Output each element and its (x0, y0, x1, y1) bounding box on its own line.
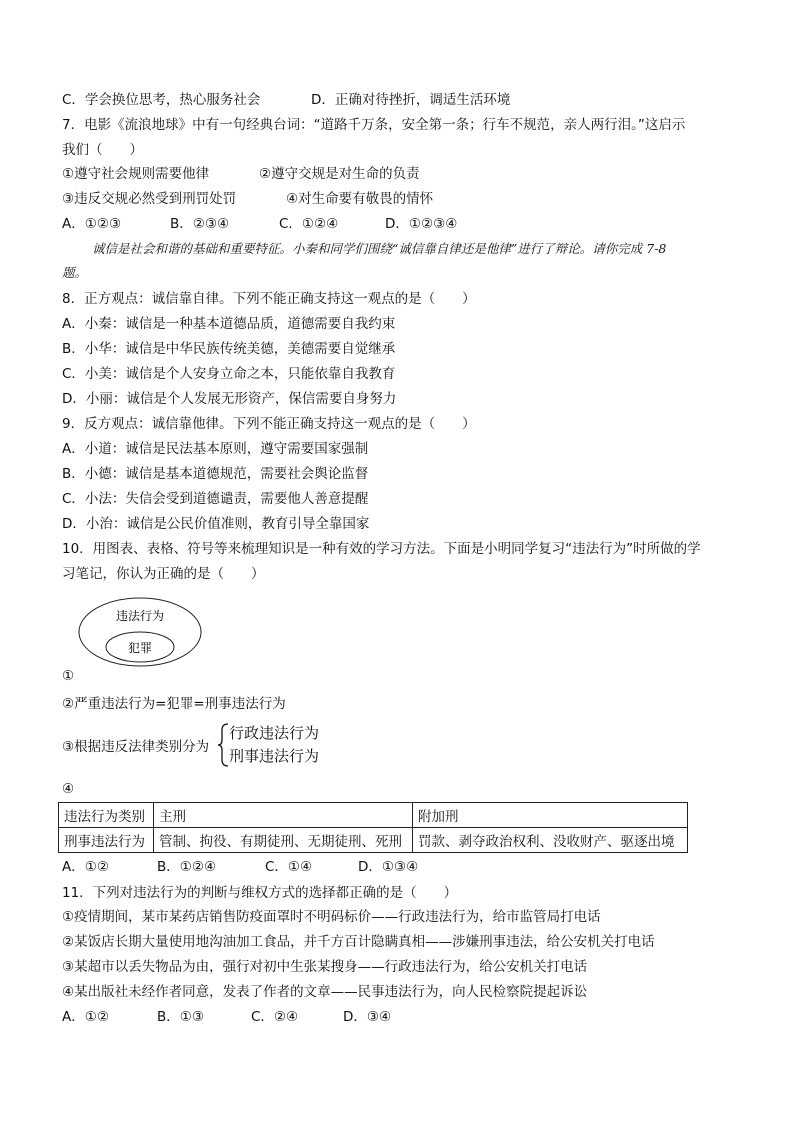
brace-icon (217, 722, 229, 768)
item-3-label: ③根据违反法律类别分为 (62, 739, 210, 755)
question-11-choices (62, 1008, 392, 1026)
item-4-marker: ④ (62, 781, 75, 797)
passage-intro: 诚信是社会和谐的基础和重要特征。小秦和同学们围绕“诚信靠自律还是他律”进行了辩论。请你完成 7-8 (92, 241, 667, 256)
question-8-choice-a: A．小秦：诚信是一种基本道德品质，道德需要自我约束 (62, 316, 396, 332)
choice-b: B．①②④ (157, 859, 217, 875)
question-7-statements-row1 (62, 165, 420, 183)
option-d: D．正确对待挫折，调适生活环境 (311, 92, 511, 108)
statement-3: ③违反交规必然受到刑罚处罚 (62, 191, 237, 207)
venn-inner-label: 犯罪 (127, 641, 153, 655)
question-9-choice-c: C．小法：失信会受到道德谴责，需要他人善意提醒 (62, 491, 369, 507)
choice-c: C．①②④ (279, 216, 339, 232)
question-11-statement-2: ②某饭店长期大量使用地沟油加工食品，并千方百计隐瞒真相——涉嫌刑事违法，给公安机关打电话 (62, 934, 655, 950)
choice-a: A．①② (62, 1009, 109, 1025)
penalty-table (58, 802, 688, 853)
question-9-stem: 9．反方观点：诚信靠他律。下列不能正确支持这一观点的是（ ） (62, 416, 476, 432)
table-row (59, 828, 688, 853)
table-header-cell: 主刑 (154, 803, 413, 828)
table-header-cell: 违法行为类别 (59, 803, 154, 828)
choice-d: D．③④ (343, 1009, 392, 1025)
question-7-statements-row2 (62, 190, 434, 208)
item-3-options (229, 722, 319, 768)
choice-b: B．②③④ (170, 216, 230, 232)
question-10-stem: 10．用图表、表格、符号等来梳理知识是一种有效的学习方法。下面是小明同学复习“违法行为”时所做的学 (62, 541, 701, 557)
question-11-statement-1: ①疫情期间，某市某药店销售防疫面罩时不明码标价——行政违法行为，给市监管局打电话 (62, 909, 601, 925)
question-9-choice-d: D．小治：诚信是公民价值准则，教育引导全靠国家 (62, 516, 370, 532)
question-7-stem: 7．电影《流浪地球》中有一句经典台词：“道路千万条，安全第一条；行车不规范，亲人两行泪。”这启示 (62, 117, 686, 133)
question-11-statement-4: ④某出版社未经作者同意，发表了作者的文章——民事违法行为，向人民检察院提起诉讼 (62, 984, 588, 1000)
table-header-cell: 附加刑 (413, 803, 688, 828)
table-cell: 罚款、剥夺政治权利、没收财产、驱逐出境 (413, 828, 688, 853)
table-cell: 管制、拘役、有期徒刑、无期徒刑、死刑 (154, 828, 413, 853)
choice-b: B．①③ (157, 1009, 204, 1025)
item-2: ②严重违法行为=犯罪=刑事违法行为 (62, 696, 286, 712)
question-8-choice-c: C．小美：诚信是个人安身立命之本，只能依靠自我教育 (62, 366, 396, 382)
item-3-option-criminal: 刑事违法行为 (229, 747, 320, 765)
question-11-statement-3: ③某超市以丢失物品为由，强行对初中生张某搜身——行政违法行为，给公安机关打电话 (62, 959, 588, 975)
option-line (62, 91, 511, 109)
statement-2: ②遵守交规是对生命的负责 (259, 166, 420, 182)
table-header-row (59, 803, 688, 828)
statement-1: ①遵守社会规则需要他律 (62, 166, 210, 182)
question-7-stem-cont: 我们（ ） (62, 142, 143, 158)
question-8-choice-d: D．小丽：诚信是个人发展无形资产，保信需要自身努力 (62, 391, 397, 407)
question-8-choice-b: B．小华：诚信是中华民族传统美德，美德需要自觉继承 (62, 341, 396, 357)
question-7-choices (62, 215, 458, 233)
question-10-choices (62, 858, 419, 876)
item-3-option-admin: 行政违法行为 (229, 724, 320, 742)
statement-4: ④对生命要有敬畏的情怀 (286, 191, 434, 207)
table-cell: 刑事违法行为 (59, 828, 154, 853)
venn-outer-label: 违法行为 (115, 609, 165, 623)
choice-c: C．②④ (251, 1009, 299, 1025)
choice-a: A．①② (62, 859, 109, 875)
venn-diagram (78, 597, 202, 667)
passage-intro-cont: 题。 (62, 265, 88, 280)
question-10-stem-cont: 习笔记，你认为正确的是（ ） (62, 566, 265, 582)
question-9-choice-a: A．小道：诚信是民法基本原则，遵守需要国家强制 (62, 441, 369, 457)
choice-c: C．①④ (265, 859, 313, 875)
question-9-choice-b: B．小德：诚信是基本道德规范，需要社会舆论监督 (62, 466, 369, 482)
item-1-marker: ① (62, 668, 75, 684)
choice-a: A．①②③ (62, 216, 122, 232)
option-c: C．学会换位思考，热心服务社会 (62, 92, 261, 108)
choice-d: D．①②③④ (385, 216, 458, 232)
choice-d: D．①③④ (358, 859, 419, 875)
question-8-stem: 8．正方观点：诚信靠自律。下列不能正确支持这一观点的是（ ） (62, 291, 476, 307)
question-11-stem: 11．下列对违法行为的判断与维权方式的选择都正确的是（ ） (62, 885, 458, 901)
